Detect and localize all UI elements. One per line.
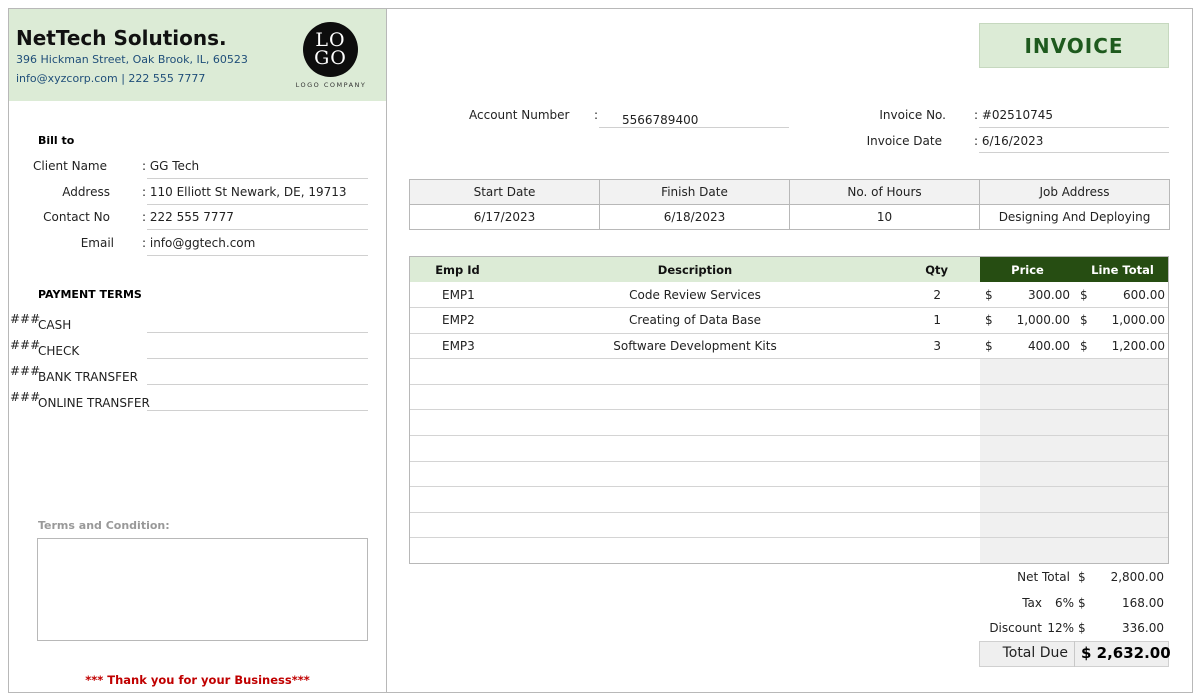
price-cell (980, 410, 1075, 436)
tax-label: Tax (1022, 596, 1042, 610)
contact-underline (147, 229, 368, 230)
emp-id-cell: EMP2 (410, 308, 505, 334)
email-label: Email (80, 236, 114, 250)
payment-bank-underline (147, 384, 368, 385)
table-row (410, 512, 1169, 538)
price-cell (980, 436, 1075, 462)
table-row (410, 359, 1169, 385)
line-total-cell (1075, 384, 1169, 410)
description-cell: Software Development Kits (505, 333, 885, 359)
company-address: 396 Hickman Street, Oak Brook, IL, 60523 (16, 53, 248, 66)
discount-rate: 12% (1047, 621, 1074, 635)
contact-label: Contact No (43, 210, 110, 224)
line-total-currency: $ (1080, 313, 1088, 328)
hours-header: No. of Hours (790, 180, 980, 205)
hours-value: 10 (790, 205, 980, 230)
email-underline (147, 255, 368, 256)
qty-cell: 3 (885, 333, 980, 359)
description-cell: Code Review Services (505, 282, 885, 308)
line-total-cell (1075, 538, 1169, 564)
payment-check-underline (147, 358, 368, 359)
company-contact: info@xyzcorp.com | 222 555 7777 (16, 72, 206, 85)
total-due-divider (1074, 641, 1075, 667)
total-due-label: Total Due (1002, 645, 1068, 661)
items-table-container (409, 256, 1169, 564)
payment-marker: ### (10, 338, 41, 352)
description-cell (505, 436, 885, 462)
account-number-sep: : (594, 108, 599, 122)
line-total-cell (1075, 359, 1169, 385)
line-total-cell (1075, 461, 1169, 487)
table-row (410, 384, 1169, 410)
account-number-value: 5566789400 (622, 113, 699, 127)
items-header-row (410, 257, 1169, 282)
bill-to-title: Bill to (38, 134, 75, 147)
column-divider (386, 8, 387, 693)
emp-id-cell (410, 461, 505, 487)
table-row (410, 410, 1169, 436)
client-name-label: Client Name (33, 159, 107, 173)
price-currency: $ (985, 338, 993, 353)
price-cell (980, 308, 1075, 334)
address-label: Address (62, 185, 110, 199)
emp-id-header: Emp Id (410, 257, 505, 282)
line-total-cell (1075, 410, 1169, 436)
price-currency: $ (985, 287, 993, 302)
emp-id-cell (410, 538, 505, 564)
description-cell (505, 410, 885, 436)
price-cell (980, 538, 1075, 564)
description-cell (505, 538, 885, 564)
price-value: 300.00 (1028, 287, 1070, 302)
qty-cell (885, 487, 980, 513)
address-value: : 110 Elliott St Newark, DE, 19713 (142, 185, 347, 199)
emp-id-cell (410, 512, 505, 538)
payment-online-underline (147, 410, 368, 411)
tax-value: 168.00 (1122, 596, 1164, 610)
line-total-cell (1075, 282, 1169, 308)
description-cell (505, 384, 885, 410)
table-row (410, 308, 1169, 334)
qty-cell (885, 359, 980, 385)
qty-cell (885, 410, 980, 436)
price-cell (980, 359, 1075, 385)
price-cell (980, 512, 1075, 538)
table-row (410, 461, 1169, 487)
payment-option-bank-transfer[interactable]: BANK TRANSFER (38, 370, 138, 384)
line-total-currency: $ (1080, 287, 1088, 302)
description-cell (505, 512, 885, 538)
description-cell (505, 487, 885, 513)
discount-currency: $ (1078, 621, 1086, 635)
description-cell: Creating of Data Base (505, 308, 885, 334)
invoice-no-label: Invoice No. (879, 108, 946, 122)
start-date-value: 6/17/2023 (410, 205, 600, 230)
client-name-underline (147, 178, 368, 179)
job-table (409, 179, 1170, 230)
finish-date-value: 6/18/2023 (600, 205, 790, 230)
invoice-title: INVOICE (979, 23, 1169, 68)
account-underline (599, 127, 789, 128)
payment-marker: ### (10, 312, 41, 326)
qty-header: Qty (885, 257, 980, 282)
payment-terms-title: PAYMENT TERMS (38, 288, 142, 301)
tax-rate: 6% (1054, 596, 1074, 610)
table-row (410, 436, 1169, 462)
emp-id-cell (410, 436, 505, 462)
line-total-cell (1075, 436, 1169, 462)
address-underline (147, 204, 368, 205)
terms-title: Terms and Condition: (38, 519, 170, 532)
price-header: Price (980, 257, 1075, 282)
price-cell (980, 333, 1075, 359)
line-total-value: 600.00 (1123, 287, 1165, 302)
job-address-header: Job Address (980, 180, 1170, 205)
thank-you-note: *** Thank you for your Business*** (85, 673, 310, 687)
table-row (410, 333, 1169, 359)
payment-option-check[interactable]: CHECK (38, 344, 80, 358)
price-value: 400.00 (1028, 338, 1070, 353)
price-cell (980, 461, 1075, 487)
emp-id-cell (410, 487, 505, 513)
description-header: Description (505, 257, 885, 282)
line-total-value: 1,200.00 (1111, 338, 1165, 353)
account-number-label: Account Number (469, 108, 570, 122)
line-total-cell (1075, 333, 1169, 359)
table-row (410, 282, 1169, 308)
emp-id-cell (410, 359, 505, 385)
job-value-row (410, 205, 1170, 230)
price-value: 1,000.00 (1016, 313, 1070, 328)
terms-textarea[interactable] (37, 538, 368, 641)
price-cell (980, 384, 1075, 410)
invoice-no-value: : #02510745 (974, 108, 1053, 122)
contact-value: : 222 555 7777 (142, 210, 234, 224)
line-total-header: Line Total (1075, 257, 1169, 282)
qty-cell: 1 (885, 308, 980, 334)
payment-option-online-transfer[interactable]: ONLINE TRANSFER (38, 396, 150, 410)
qty-cell (885, 538, 980, 564)
company-name: NetTech Solutions. (16, 26, 227, 50)
emp-id-cell (410, 410, 505, 436)
invoice-date-label: Invoice Date (866, 134, 942, 148)
payment-marker: ### (10, 364, 41, 378)
items-table (410, 257, 1169, 564)
email-value: : info@ggtech.com (142, 236, 256, 250)
invoice-date-underline (979, 152, 1169, 153)
net-total-currency: $ (1078, 570, 1086, 584)
job-address-value: Designing And Deploying (980, 205, 1170, 230)
description-cell (505, 359, 885, 385)
payment-marker: ### (10, 390, 41, 404)
discount-label: Discount (989, 621, 1042, 635)
emp-id-cell: EMP1 (410, 282, 505, 308)
qty-cell (885, 461, 980, 487)
line-total-cell (1075, 308, 1169, 334)
line-total-cell (1075, 512, 1169, 538)
emp-id-cell (410, 384, 505, 410)
company-logo: LO GO (303, 22, 358, 77)
invoice-no-underline (979, 127, 1169, 128)
price-cell (980, 487, 1075, 513)
line-total-currency: $ (1080, 338, 1088, 353)
payment-cash-underline (147, 332, 368, 333)
client-name-value: : GG Tech (142, 159, 200, 173)
payment-option-cash[interactable]: CASH (38, 318, 72, 332)
qty-cell (885, 384, 980, 410)
emp-id-cell: EMP3 (410, 333, 505, 359)
net-total-value: 2,800.00 (1110, 570, 1164, 584)
discount-value: 336.00 (1122, 621, 1164, 635)
job-header-row (410, 180, 1170, 205)
line-total-cell (1075, 487, 1169, 513)
total-due-value: $ 2,632.00 (1081, 644, 1171, 662)
tax-currency: $ (1078, 596, 1086, 610)
qty-cell (885, 512, 980, 538)
finish-date-header: Finish Date (600, 180, 790, 205)
price-cell (980, 282, 1075, 308)
invoice-date-value: : 6/16/2023 (974, 134, 1044, 148)
description-cell (505, 461, 885, 487)
table-row (410, 538, 1169, 564)
net-total-label: Net Total (1017, 570, 1070, 584)
qty-cell (885, 436, 980, 462)
qty-cell: 2 (885, 282, 980, 308)
logo-caption: LOGO COMPANY (295, 81, 367, 89)
line-total-value: 1,000.00 (1111, 313, 1165, 328)
start-date-header: Start Date (410, 180, 600, 205)
price-currency: $ (985, 313, 993, 328)
table-row (410, 487, 1169, 513)
